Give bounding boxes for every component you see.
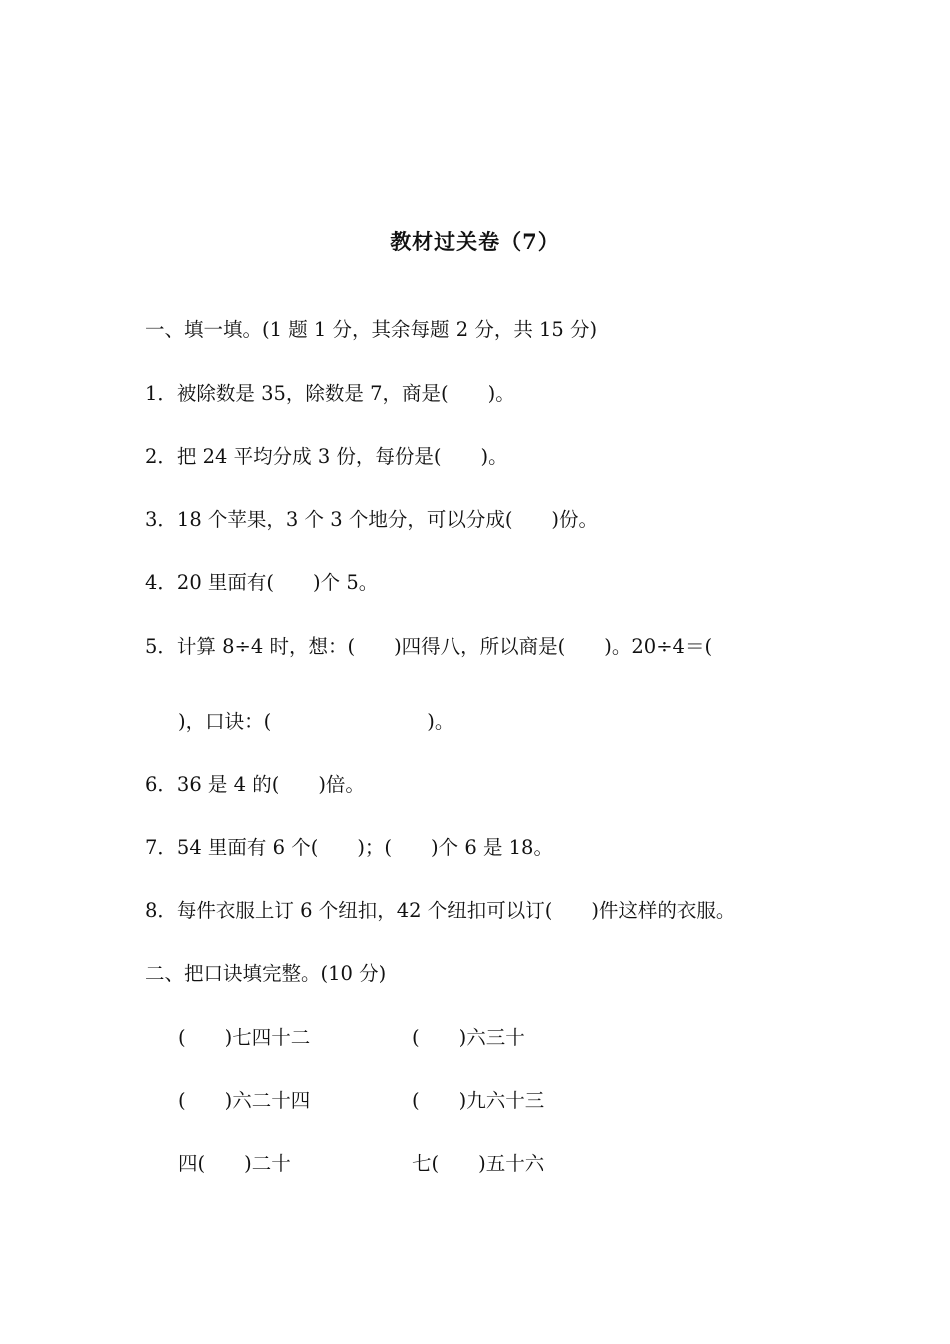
section2-heading: 二、把口诀填完整。(10 分) xyxy=(145,962,387,985)
rhyme-row2-right: ( )九六十三 xyxy=(412,1089,545,1112)
question-5: 5．计算 8÷4 时，想：( )四得八，所以商是( )。20÷4＝( xyxy=(145,635,713,658)
rhyme-row1-right: ( )六三十 xyxy=(412,1026,525,1049)
page-title: 教材过关卷（7） xyxy=(390,229,560,254)
question-4: 4．20 里面有( )个 5。 xyxy=(145,571,379,594)
question-6: 6．36 是 4 的( )倍。 xyxy=(145,773,365,796)
section1-heading: 一、填一填。(1 题 1 分，其余每题 2 分，共 15 分) xyxy=(145,318,598,341)
question-3: 3．18 个苹果，3 个 3 个地分，可以分成( )份。 xyxy=(145,508,599,531)
rhyme-row3-left: 四( )二十 xyxy=(178,1152,291,1175)
question-5-continuation: )，口诀：( )。 xyxy=(178,710,455,733)
question-7: 7．54 里面有 6 个( )；( )个 6 是 18。 xyxy=(145,836,553,859)
question-1: 1．被除数是 35，除数是 7，商是( )。 xyxy=(145,382,515,405)
question-2: 2．把 24 平均分成 3 份，每份是( )。 xyxy=(145,445,508,468)
question-8: 8．每件衣服上订 6 个纽扣，42 个纽扣可以订( )件这样的衣服。 xyxy=(145,899,736,922)
rhyme-row2-left: ( )六二十四 xyxy=(178,1089,311,1112)
rhyme-row1-left: ( )七四十二 xyxy=(178,1026,311,1049)
rhyme-row3-right: 七( )五十六 xyxy=(412,1152,545,1175)
